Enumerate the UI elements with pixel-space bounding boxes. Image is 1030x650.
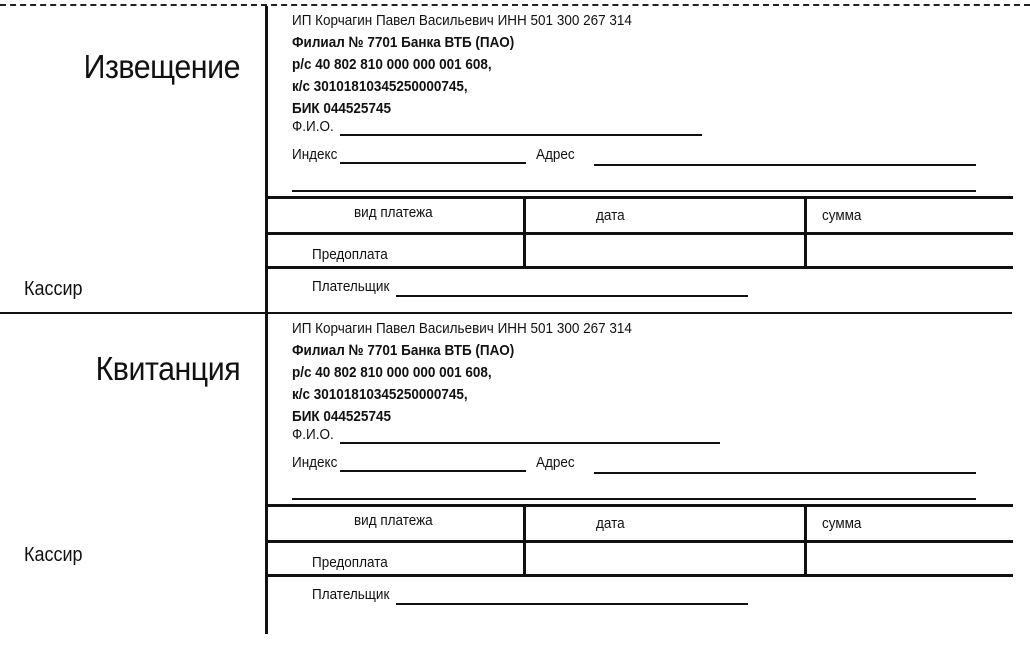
table-border xyxy=(523,196,526,268)
cashier-label: Кассир xyxy=(24,278,83,300)
correspondent-account: к/с 30101810345250000745, xyxy=(292,386,468,403)
bik: БИК 044525745 xyxy=(292,100,391,117)
amount-header: сумма xyxy=(822,207,862,224)
settlement-account: р/с 40 802 810 000 000 001 608, xyxy=(292,364,492,381)
receipt-section xyxy=(0,314,1030,620)
address-field-continued[interactable] xyxy=(292,498,976,500)
address-field[interactable] xyxy=(594,472,976,474)
table-border xyxy=(523,504,526,576)
table-border xyxy=(268,540,1013,543)
payer-signature-field[interactable] xyxy=(396,295,748,297)
index-label: Индекс xyxy=(292,146,338,163)
bank-branch: Филиал № 7701 Банка ВТБ (ПАО) xyxy=(292,342,515,359)
index-field[interactable] xyxy=(340,470,526,472)
payer-label: Плательщик xyxy=(312,586,390,603)
index-field[interactable] xyxy=(340,162,526,164)
table-border xyxy=(268,504,1013,507)
fio-label: Ф.И.О. xyxy=(292,426,334,443)
payer-signature-field[interactable] xyxy=(396,603,748,605)
table-border xyxy=(804,196,807,268)
table-border xyxy=(804,504,807,576)
bank-branch: Филиал № 7701 Банка ВТБ (ПАО) xyxy=(292,34,515,51)
payment-type-header: вид платежа xyxy=(354,204,433,221)
payee-requisites xyxy=(292,10,632,120)
payment-type-cell: Предоплата xyxy=(312,554,388,571)
payee-requisites xyxy=(292,318,632,428)
date-header: дата xyxy=(596,207,625,224)
table-border xyxy=(268,266,1013,269)
payment-type-cell: Предоплата xyxy=(312,246,388,263)
payee-name: ИП Корчагин Павел Васильевич ИНН 501 300 267 314 xyxy=(292,12,632,29)
fio-field[interactable] xyxy=(340,442,720,444)
bik: БИК 044525745 xyxy=(292,408,391,425)
fio-label: Ф.И.О. xyxy=(292,118,334,135)
cashier-label: Кассир xyxy=(24,544,83,566)
notice-title: Извещение xyxy=(83,48,240,85)
settlement-account: р/с 40 802 810 000 000 001 608, xyxy=(292,56,492,73)
date-header: дата xyxy=(596,515,625,532)
address-field[interactable] xyxy=(594,164,976,166)
address-label: Адрес xyxy=(536,146,575,163)
receipt-title: Квитанция xyxy=(95,350,240,387)
index-label: Индекс xyxy=(292,454,338,471)
fio-field[interactable] xyxy=(340,134,702,136)
address-label: Адрес xyxy=(536,454,575,471)
payer-label: Плательщик xyxy=(312,278,390,295)
table-border xyxy=(268,232,1013,235)
address-field-continued[interactable] xyxy=(292,190,976,192)
table-border xyxy=(268,574,1013,577)
table-border xyxy=(268,196,1013,199)
correspondent-account: к/с 30101810345250000745, xyxy=(292,78,468,95)
payee-name: ИП Корчагин Павел Васильевич ИНН 501 300 267 314 xyxy=(292,320,632,337)
payment-type-header: вид платежа xyxy=(354,512,433,529)
amount-header: сумма xyxy=(822,515,862,532)
notice-section xyxy=(0,6,1030,312)
